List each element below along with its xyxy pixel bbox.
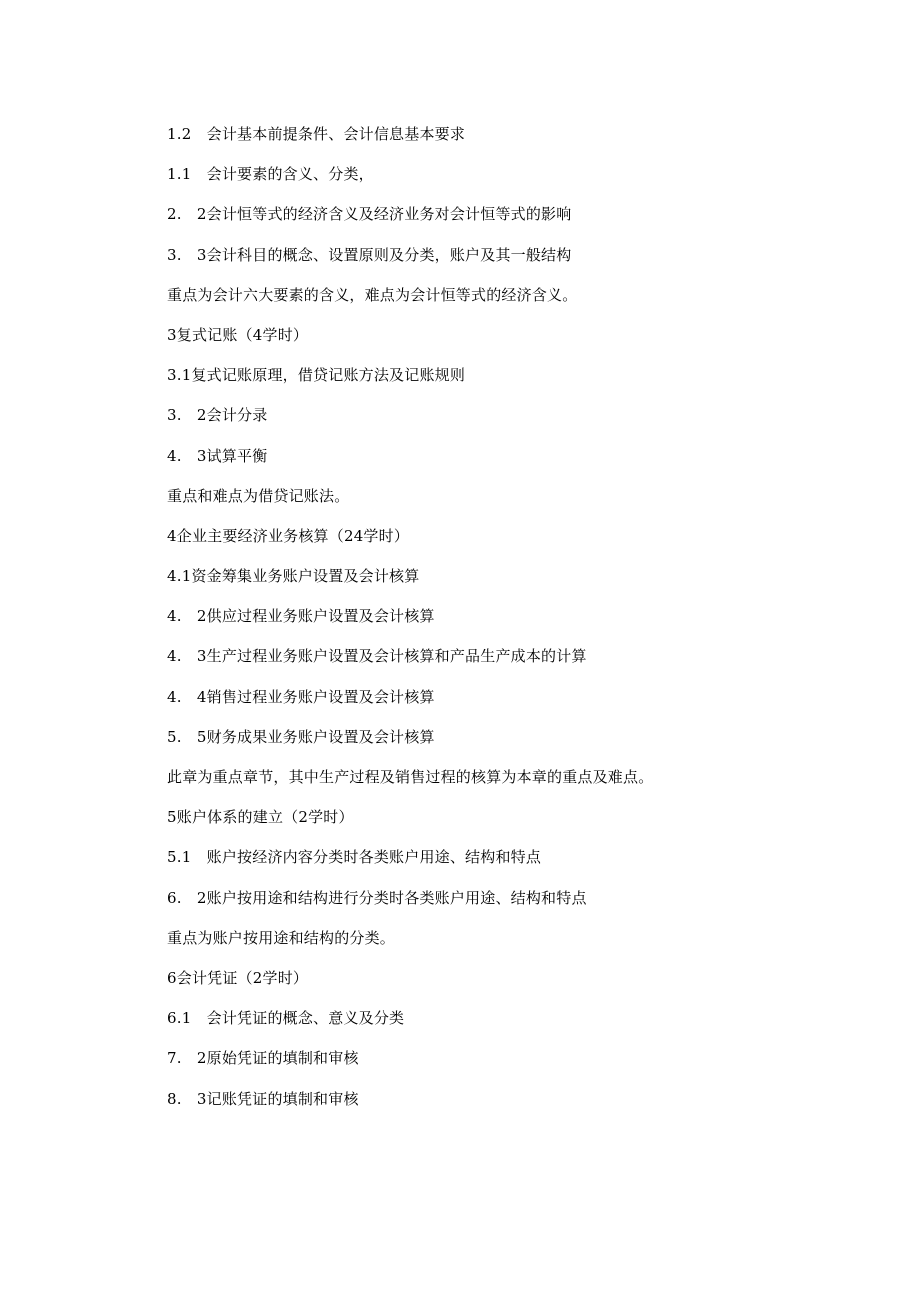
document-body xyxy=(167,121,867,1126)
text-line: 3. 2会计分录 xyxy=(167,406,268,425)
text-line: 1.1 会计要素的含义、分类， xyxy=(167,165,374,184)
text-line: 5.1 账户按经济内容分类时各类账户用途、结构和特点 xyxy=(167,848,542,867)
text-line: 4企业主要经济业务核算（24学时） xyxy=(167,526,410,545)
text-line: 4. 4销售过程业务账户设置及会计核算 xyxy=(167,687,435,706)
text-line: 7. 2原始凭证的填制和审核 xyxy=(167,1049,359,1068)
text-line: 3.1复式记账原理，借贷记账方法及记账规则 xyxy=(167,366,466,385)
text-line: 1.2 会计基本前提条件、会计信息基本要求 xyxy=(167,125,466,143)
text-line: 5. 5财务成果业务账户设置及会计核算 xyxy=(167,727,435,746)
text-line: 6会计凭证（2学时） xyxy=(167,968,309,987)
text-line: 2. 2会计恒等式的经济含义及经济业务对会计恒等式的影响 xyxy=(167,205,572,224)
text-line: 4.1资金筹集业务账户设置及会计核算 xyxy=(167,567,420,586)
text-line: 3复式记账（4学时） xyxy=(167,325,309,344)
text-line: 4. 3试算平衡 xyxy=(167,446,268,465)
text-line: 5账户体系的建立（2学时） xyxy=(167,808,354,827)
text-line: 4. 3生产过程业务账户设置及会计核算和产品生产成本的计算 xyxy=(167,647,587,666)
text-line: 4. 2供应过程业务账户设置及会计核算 xyxy=(167,607,435,626)
text-line: 此章为重点章节，其中生产过程及销售过程的核算为本章的重点及难点。 xyxy=(167,768,654,786)
text-line: 8. 3记账凭证的填制和审核 xyxy=(167,1089,359,1108)
text-line: 3. 3会计科目的概念、设置原则及分类，账户及其一般结构 xyxy=(167,245,572,264)
text-line: 6. 2账户按用途和结构进行分类时各类账户用途、结构和特点 xyxy=(167,888,587,907)
text-line: 重点为会计六大要素的含义，难点为会计恒等式的经济含义。 xyxy=(167,285,578,304)
text-line: 重点为账户按用途和结构的分类。 xyxy=(167,928,396,947)
text-line: 6.1 会计凭证的概念、意义及分类 xyxy=(167,1009,405,1028)
text-line: 重点和难点为借贷记账法。 xyxy=(167,486,350,505)
